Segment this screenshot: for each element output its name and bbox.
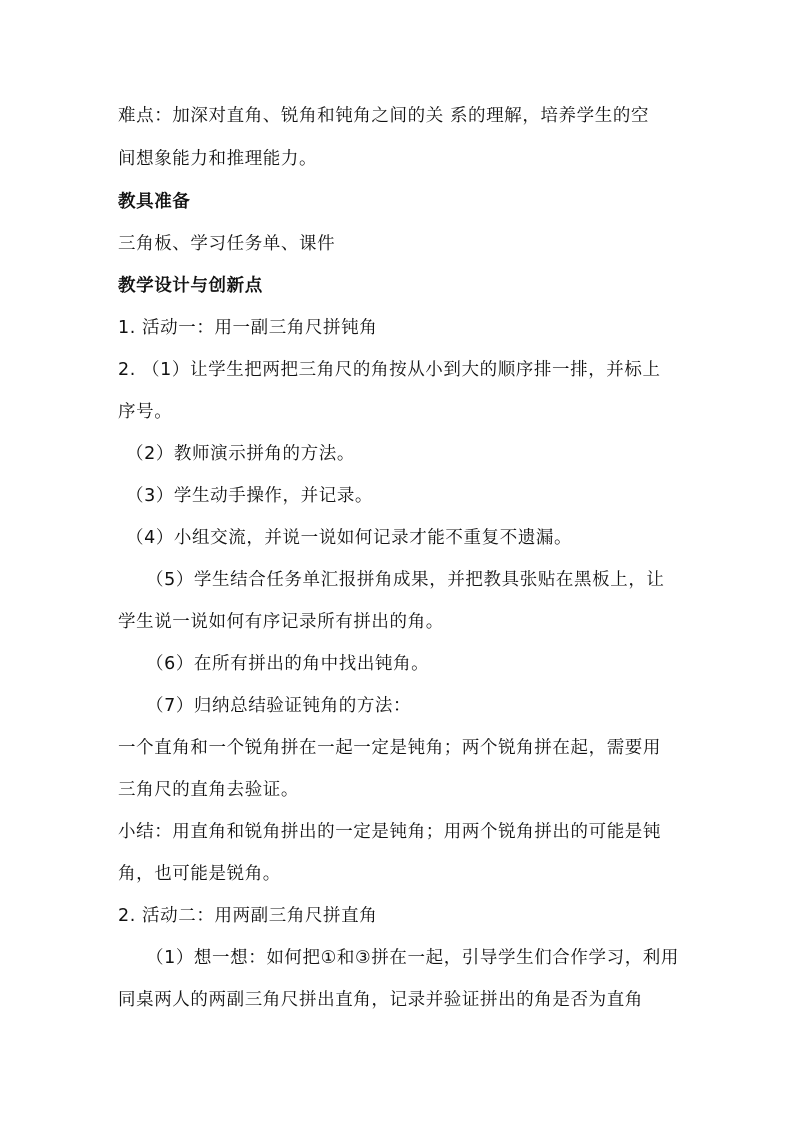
verification-line-2: 三角尺的直角去验证。 (118, 780, 299, 800)
summary-line-1: 小结：用直角和锐角拼出的一定是钝角；用两个锐角拼出的可能是钝 (118, 822, 661, 842)
step-1-line-2: 序号。 (118, 402, 173, 422)
difficulty-paragraph-line-2: 间想象能力和推理能力。 (118, 149, 318, 169)
step-4: （4）小组交流，并说一说如何记录才能不重复不遗漏。 (126, 528, 573, 548)
section-heading-teaching-aids: 教具准备 (118, 192, 191, 212)
teaching-aids-text: 三角板、学习任务单、课件 (118, 234, 336, 254)
verification-line-1: 一个直角和一个锐角拼在一起一定是钝角；两个锐角拼在起，需要用 (118, 738, 661, 758)
step-5-line-2: 学生说一说如何有序记录所有拼出的角。 (118, 612, 444, 632)
step-6: （6）在所有拼出的角中找出钝角。 (146, 654, 430, 674)
step-5-line-1: （5）学生结合任务单汇报拼角成果，并把教具张贴在黑板上，让 (146, 570, 665, 590)
activity-one-title: 1. 活动一：用一副三角尺拼钝角 (118, 318, 378, 338)
step-3: （3）学生动手操作，并记录。 (126, 486, 374, 506)
step-1-line-1: 2. （1）让学生把两把三角尺的角按从小到大的顺序排一排，并标上 (118, 360, 661, 380)
step-7: （7）归纳总结验证钝角的方法： (146, 696, 412, 716)
step-2: （2）教师演示拼角的方法。 (126, 444, 355, 464)
activity-two-step-1-line-2: 同桌两人的两副三角尺拼出直角，记录并验证拼出的角是否为直角 (118, 990, 643, 1010)
section-heading-design: 教学设计与创新点 (118, 276, 263, 296)
summary-line-2: 角，也可能是锐角。 (118, 864, 281, 884)
difficulty-paragraph-line-1: 难点：加深对直角、锐角和钝角之间的关 系的理解，培养学生的空 (118, 106, 650, 126)
activity-two-step-1-line-1: （1）想一想：如何把①和③拼在一起，引导学生们合作学习，利用 (146, 948, 680, 968)
activity-two-title: 2. 活动二：用两副三角尺拼直角 (118, 906, 378, 926)
